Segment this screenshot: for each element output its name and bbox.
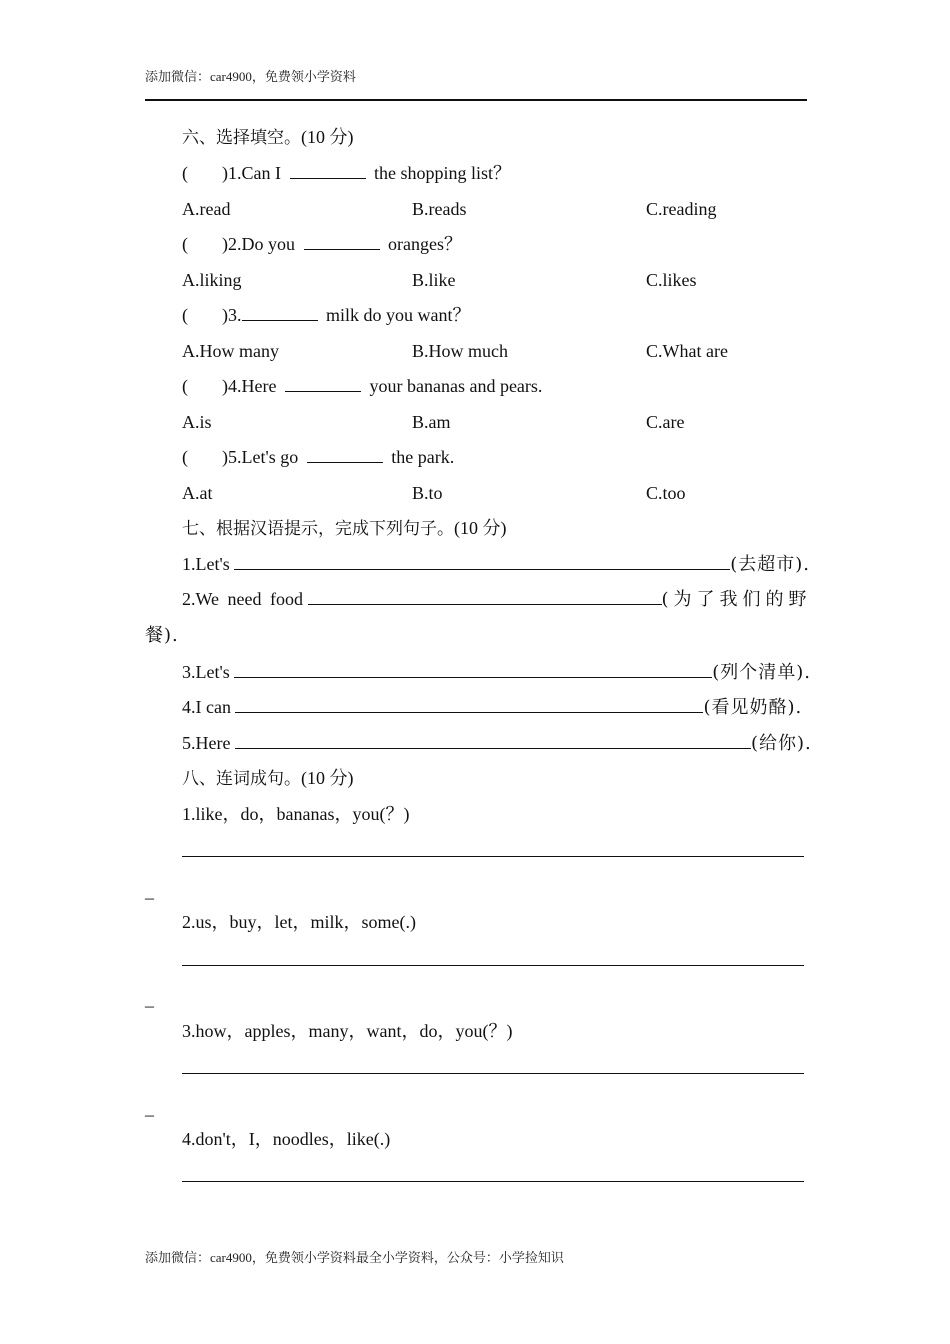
option-a: A.read bbox=[182, 199, 231, 219]
answer-blank[interactable] bbox=[234, 661, 712, 678]
option-b: B.reads bbox=[412, 199, 467, 219]
question-4: ( )4.Here your bananas and pears. bbox=[182, 376, 543, 396]
section7-score: (10 分) bbox=[454, 518, 507, 538]
dash-mark: _ bbox=[145, 881, 154, 901]
option-c: C.likes bbox=[646, 270, 697, 290]
option-a: A.liking bbox=[182, 270, 242, 290]
translation-item-3: 3.Let's (列个清单). bbox=[182, 662, 812, 683]
option-c: C.What are bbox=[646, 341, 728, 361]
section7-title: 七、根据汉语提示，完成下列句子。 bbox=[182, 519, 454, 539]
section8-title: 八、连词成句。 bbox=[182, 769, 301, 789]
answer-line[interactable] bbox=[182, 856, 804, 857]
answer-blank[interactable] bbox=[304, 233, 380, 250]
answer-blank[interactable] bbox=[234, 553, 730, 570]
translation-item-5: 5.Here (给你). bbox=[182, 733, 812, 754]
header-divider bbox=[145, 99, 807, 101]
question-3: ( )3. milk do you want？ bbox=[182, 305, 471, 325]
section6-heading bbox=[182, 126, 354, 149]
option-b: B.like bbox=[412, 270, 456, 290]
option-c: C.are bbox=[646, 412, 685, 432]
header-note: 添加微信：car4900，免费领小学资料 bbox=[145, 69, 356, 84]
answer-blank[interactable] bbox=[308, 588, 662, 605]
answer-blank[interactable] bbox=[290, 162, 366, 179]
section7-heading bbox=[182, 517, 507, 540]
answer-line[interactable] bbox=[182, 965, 804, 966]
answer-line[interactable] bbox=[182, 1073, 804, 1074]
dash-mark: _ bbox=[145, 989, 154, 1009]
answer-blank[interactable] bbox=[285, 375, 361, 392]
option-a: A.at bbox=[182, 483, 213, 503]
option-b: B.am bbox=[412, 412, 451, 432]
option-b: B.to bbox=[412, 483, 443, 503]
section8-score: (10 分) bbox=[301, 768, 354, 788]
option-a: A.How many bbox=[182, 341, 279, 361]
option-b: B.How much bbox=[412, 341, 508, 361]
option-c: C.reading bbox=[646, 199, 717, 219]
answer-blank[interactable] bbox=[242, 304, 318, 321]
question-5: ( )5.Let's go the park. bbox=[182, 447, 455, 467]
translation-item-4: 4.I can (看见奶酪). bbox=[182, 697, 803, 718]
option-a: A.is bbox=[182, 412, 212, 432]
translation-item-2-cont: 餐). bbox=[145, 625, 179, 646]
translation-item-1: 1.Let's (去超市). bbox=[182, 554, 811, 575]
option-c: C.too bbox=[646, 483, 686, 503]
question-2: ( )2.Do you oranges？ bbox=[182, 234, 462, 254]
translation-item-2: 2.We need food (为了我们的野 bbox=[182, 589, 812, 610]
section6-score: (10 分) bbox=[301, 127, 354, 147]
word-order-item-2: 2.us，buy，let，milk，some(.) bbox=[182, 912, 416, 932]
dash-mark: _ bbox=[145, 1098, 154, 1118]
footer-note: 添加微信：car4900，免费领小学资料最全小学资料，公众号：小学捡知识 bbox=[145, 1250, 564, 1265]
question-1: ( )1.Can I the shopping list？ bbox=[182, 163, 512, 183]
section6-title: 六、选择填空。 bbox=[182, 128, 301, 148]
answer-blank[interactable] bbox=[235, 696, 703, 713]
answer-blank[interactable] bbox=[235, 732, 751, 749]
word-order-item-1: 1.like，do，bananas，you(？) bbox=[182, 804, 410, 824]
word-order-item-4: 4.don't，I，noodles，like(.) bbox=[182, 1129, 391, 1149]
answer-blank[interactable] bbox=[307, 446, 383, 463]
word-order-item-3: 3.how，apples，many，want，do，you(？) bbox=[182, 1021, 513, 1041]
answer-line[interactable] bbox=[182, 1181, 804, 1182]
section8-heading bbox=[182, 767, 354, 790]
